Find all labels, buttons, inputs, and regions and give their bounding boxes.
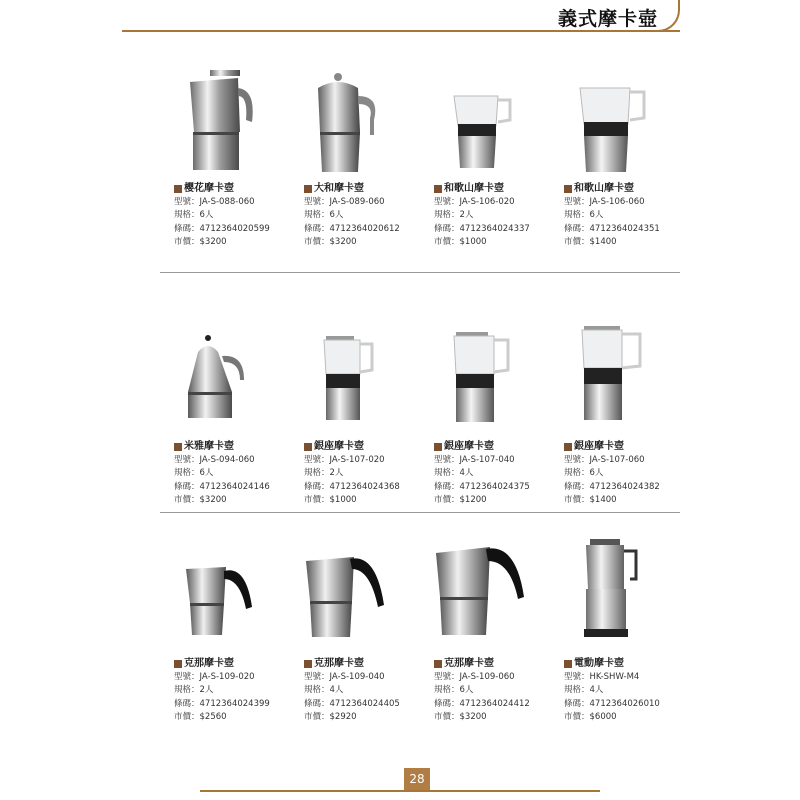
product-price: 市價：$1000 [434,237,487,247]
page-number: 28 [404,768,430,790]
black-handle-moka-pot-icon [420,535,550,650]
product-name: 克那摩卡壺 [304,657,432,671]
product-price: 市價：$6000 [564,712,617,722]
stainless-moka-pot-icon [160,60,290,175]
product-name: 銀座摩卡壺 [434,440,562,454]
product-model: 型號：JA-S-094-060 [174,454,255,465]
product-size: 規格：4人 [304,685,344,695]
product-model: 型號：JA-S-106-060 [564,196,645,207]
bullet-square [434,660,442,668]
product-model: 型號：JA-S-088-060 [174,196,255,207]
product-size: 規格：2人 [304,468,344,478]
product-price: 市價：$1400 [564,495,617,505]
product-name: 米雅摩卡壺 [174,440,302,454]
product-size: 規格：2人 [434,210,474,220]
footer-rule [200,790,600,792]
product-price: 市價：$2920 [304,712,357,722]
product-barcode: 條碼：4712364024368 [304,481,400,492]
product-card [420,535,550,735]
product-price: 市價：$3200 [304,237,357,247]
product-card [160,318,290,518]
page-title: 義式摩卡壺 [558,8,659,30]
product-model: 型號：JA-S-089-060 [304,196,385,207]
product-card [160,60,290,260]
bullet-square [304,660,312,668]
cone-moka-pot-icon [160,318,290,433]
product-barcode: 條碼：4712364024337 [434,223,530,234]
row-divider [160,512,680,513]
product-model: 型號：JA-S-109-020 [174,671,255,682]
product-card [550,318,680,518]
bullet-square [304,185,312,193]
product-name: 和歌山摩卡壺 [434,182,562,196]
product-model: 型號：JA-S-107-040 [434,454,515,465]
bullet-square [564,660,572,668]
product-price: 市價：$3200 [174,495,227,505]
product-card [160,535,290,735]
bullet-square [434,443,442,451]
product-size: 規格：6人 [564,468,604,478]
product-row-2 [160,318,680,538]
glass-top-moka-pot-icon [550,60,680,175]
product-name: 電動摩卡壺 [564,657,692,671]
product-card [290,60,420,260]
product-price: 市價：$1400 [564,237,617,247]
bullet-square [434,185,442,193]
product-price: 市價：$2560 [174,712,227,722]
product-model: 型號：HK-SHW-M4 [564,671,640,682]
product-barcode: 條碼：4712364024412 [434,698,530,709]
product-row-3 [160,535,680,755]
product-barcode: 條碼：4712364020612 [304,223,400,234]
product-model: 型號：JA-S-106-020 [434,196,515,207]
product-card [290,535,420,735]
product-card [420,60,550,260]
product-size: 規格：6人 [564,210,604,220]
black-handle-moka-pot-icon [160,535,290,650]
product-size: 規格：2人 [174,685,214,695]
product-price: 市價：$3200 [434,712,487,722]
product-model: 型號：JA-S-107-020 [304,454,385,465]
product-name: 銀座摩卡壺 [304,440,432,454]
product-size: 規格：6人 [434,685,474,695]
product-row-1 [160,60,680,280]
bullet-square [564,443,572,451]
bullet-square [304,443,312,451]
bullet-square [174,660,182,668]
product-barcode: 條碼：4712364024146 [174,481,270,492]
bullet-square [564,185,572,193]
black-handle-moka-pot-icon [290,535,420,650]
product-price: 市價：$3200 [174,237,227,247]
product-barcode: 條碼：4712364024375 [434,481,530,492]
glass-top-moka-pot-icon [290,318,420,433]
product-barcode: 條碼：4712364024399 [174,698,270,709]
product-name: 櫻花摩卡壺 [174,182,302,196]
product-card [550,535,680,735]
product-barcode: 條碼：4712364024382 [564,481,660,492]
electric-moka-pot-icon [550,535,680,650]
product-barcode: 條碼：4712364024351 [564,223,660,234]
product-name: 克那摩卡壺 [174,657,302,671]
product-model: 型號：JA-S-109-040 [304,671,385,682]
bullet-square [174,185,182,193]
product-name: 大和摩卡壺 [304,182,432,196]
product-size: 規格：4人 [434,468,474,478]
product-card [420,318,550,518]
product-size: 規格：4人 [564,685,604,695]
product-barcode: 條碼：4712364020599 [174,223,270,234]
product-card [290,318,420,518]
product-barcode: 條碼：4712364026010 [564,698,660,709]
product-barcode: 條碼：4712364024405 [304,698,400,709]
stainless-moka-pot-icon [290,60,420,175]
product-name: 銀座摩卡壺 [564,440,692,454]
glass-top-moka-pot-icon [420,60,550,175]
product-size: 規格：6人 [174,210,214,220]
product-name: 和歌山摩卡壺 [564,182,692,196]
row-divider [160,272,680,273]
product-card [550,60,680,260]
glass-top-moka-pot-icon [420,318,550,433]
product-model: 型號：JA-S-107-060 [564,454,645,465]
product-price: 市價：$1200 [434,495,487,505]
product-model: 型號：JA-S-109-060 [434,671,515,682]
glass-top-moka-pot-icon [550,318,680,433]
product-name: 克那摩卡壺 [434,657,562,671]
product-size: 規格：6人 [304,210,344,220]
bullet-square [174,443,182,451]
product-price: 市價：$1000 [304,495,357,505]
product-size: 規格：6人 [174,468,214,478]
